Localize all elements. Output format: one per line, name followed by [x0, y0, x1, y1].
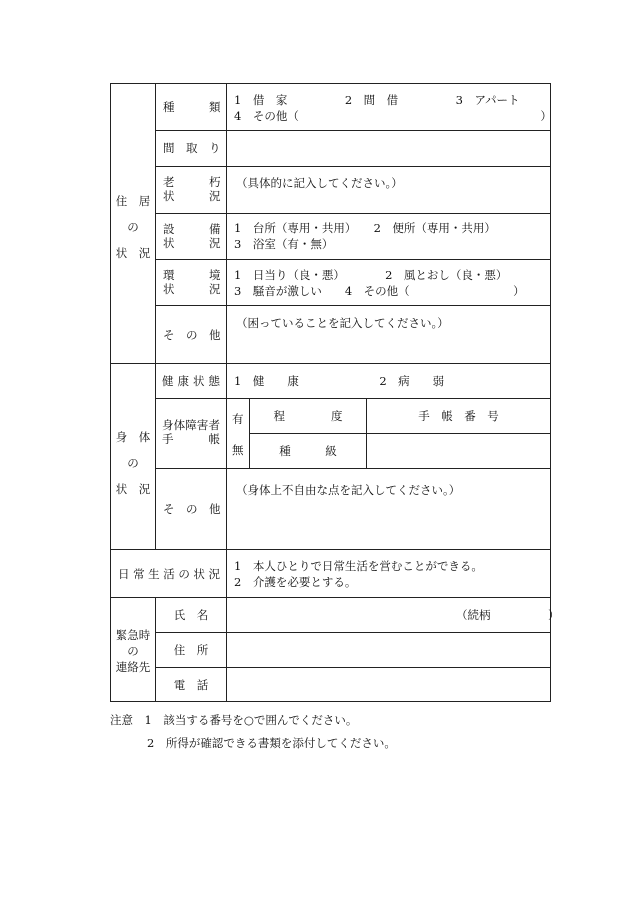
- body-other-label-text: そ の 他: [163, 502, 221, 516]
- layout-field[interactable]: [227, 131, 550, 166]
- facility-line-1: 1 台所（専用・共用） 2 便所（専用・共用）: [234, 221, 496, 235]
- type-line-2: 4 その他（ ）: [234, 109, 552, 123]
- divider: [110, 363, 551, 364]
- daily-line-2: 2 介護を必要とする。: [234, 575, 357, 589]
- housing-other-instruction: （困っていることを記入してください。）: [236, 316, 449, 330]
- disability-yes: 有: [232, 412, 244, 426]
- note-line-1: 注意 1 該当する番号を○で囲んでください。: [110, 713, 358, 727]
- divider: [155, 468, 551, 469]
- facility-label-line-2: 状 況: [163, 236, 221, 250]
- housing-other-label-text: そ の 他: [163, 328, 221, 342]
- housing-section-label: [111, 188, 155, 266]
- facility-line-2: 3 浴室（有・無）: [234, 237, 334, 251]
- type-label-text: 種 類: [163, 100, 221, 114]
- type-label: [163, 100, 219, 114]
- section-label-line: 緊急時: [115, 628, 151, 642]
- emergency-section-label: [111, 627, 155, 675]
- section-label-line: 身 体: [115, 430, 151, 444]
- environment-label: [163, 268, 219, 296]
- layout-label: [163, 141, 219, 155]
- daily-line-1: 1 本人ひとりで日常生活を営むことができる。: [234, 559, 483, 573]
- section-label-line: 状 況: [115, 246, 151, 260]
- daily-label: [118, 567, 220, 581]
- degree-header: 程 度: [273, 409, 343, 423]
- disability-label: [162, 418, 220, 446]
- section-label-line: 連絡先: [115, 660, 151, 674]
- section-label-line: 状 況: [115, 482, 151, 496]
- emergency-address-label: 住 所: [173, 643, 209, 657]
- health-label-text: 健康状態: [162, 374, 220, 388]
- divider: [155, 259, 551, 260]
- layout-label-text: 間 取 り: [163, 141, 221, 155]
- daily-label-text: 日常生活の状況: [118, 567, 220, 581]
- section-label-line: の: [127, 644, 139, 658]
- body-other-instruction: （身体上不自由な点を記入してください。）: [236, 483, 461, 497]
- table-border-top: [110, 83, 551, 84]
- divider: [155, 305, 551, 306]
- facility-label: [163, 222, 219, 250]
- health-options: 1 健 康 2 病 弱: [234, 374, 445, 388]
- relation-field: （続柄 ）: [456, 608, 560, 622]
- section-label-line: の: [127, 456, 139, 470]
- environment-line-2: 3 騒音が激しい 4 その他（ ）: [234, 284, 525, 298]
- note-line-2: 2 所得が確認できる書類を添付してください。: [147, 736, 396, 750]
- section-label-line: の: [127, 220, 139, 234]
- emergency-phone-field[interactable]: [227, 668, 550, 701]
- notebook-number-header: 手 帳 番 号: [418, 409, 499, 423]
- decay-label-line-1: 老 朽: [163, 175, 221, 189]
- decay-instruction: （具体的に記入してください。）: [236, 176, 403, 190]
- divider: [110, 549, 551, 550]
- decay-label-line-2: 状 況: [163, 189, 221, 203]
- disability-no: 無: [232, 443, 244, 457]
- disability-label-line-1: 身体障害者: [162, 418, 220, 432]
- health-label: [162, 374, 220, 388]
- table-border-left: [110, 83, 111, 702]
- grade-header: 種 級: [279, 444, 337, 458]
- emergency-name-label: 氏 名: [173, 608, 209, 622]
- body-other-label: [163, 502, 219, 516]
- housing-other-label: [163, 328, 219, 342]
- decay-label: [163, 175, 219, 203]
- section-label-line: 住 居: [115, 194, 151, 208]
- disability-label-line-2: 手 帳: [162, 432, 220, 446]
- degree-field[interactable]: [367, 434, 550, 468]
- divider: [155, 166, 551, 167]
- environment-label-line-1: 環 境: [163, 268, 221, 282]
- divider: [155, 398, 551, 399]
- divider: [155, 83, 156, 550]
- facility-label-line-1: 設 備: [163, 222, 221, 236]
- emergency-address-field[interactable]: [227, 633, 550, 667]
- divider: [155, 213, 551, 214]
- emergency-name-field[interactable]: [227, 598, 447, 632]
- type-line-1: 1 借 家 2 間 借 3 アパート: [234, 93, 520, 107]
- emergency-phone-label: 電 話: [173, 678, 209, 692]
- body-section-label: [111, 424, 155, 502]
- environment-line-1: 1 日当り（良・悪） 2 風とおし（良・悪）: [234, 268, 508, 282]
- table-border-bottom: [110, 701, 551, 702]
- environment-label-line-2: 状 況: [163, 282, 221, 296]
